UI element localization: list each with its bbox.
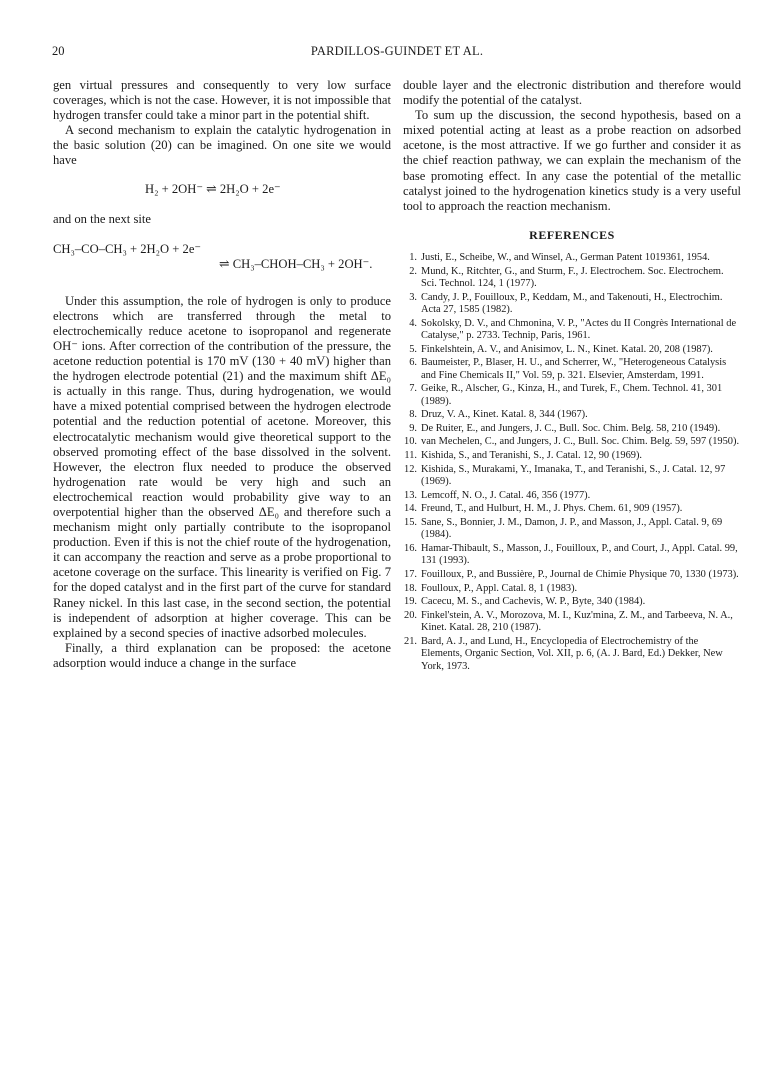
reference-text: Druz, V. A., Kinet. Katal. 8, 344 (1967). (421, 409, 588, 421)
reference-item (403, 266, 741, 291)
reference-number: 21. (404, 635, 417, 647)
running-head: PARDILLOS-GUINDET ET AL. (310, 44, 484, 58)
equation-hydrogen-oxidation: H₂ + 2OH⁻ ⇌ 2H₂O + 2e⁻ (145, 181, 281, 196)
left-column (53, 78, 391, 671)
reference-number: 5. (409, 343, 417, 355)
reference-number: 13. (404, 489, 417, 501)
reference-item (403, 596, 741, 608)
reference-number: 16. (404, 542, 417, 554)
reference-item (403, 464, 741, 489)
reference-text: Sane, S., Bonnier, J. M., Damon, J. P., and Masson, J., Appl. Catal. 9, 69 (1984). (421, 516, 723, 541)
reference-number: 20. (404, 609, 417, 621)
reference-text: Justi, E., Scheibe, W., and Winsel, A., German Patent 1019361, 1954. (421, 251, 710, 263)
reference-text: Freund, T., and Hulburt, H. M., J. Phys. Chem. 61, 909 (1957). (421, 503, 683, 515)
reference-number: 10. (404, 436, 417, 448)
reference-item (403, 409, 741, 421)
reference-item (403, 450, 741, 462)
reference-text: Fouilloux, P., and Bussière, P., Journal de Chimie Physique 70, 1330 (1973). (421, 568, 739, 580)
reference-item (403, 252, 741, 264)
paragraph: A second mechanism to explain the catalytic hydrogenation in the basic solution (20) can be imagined. On one site we would have (53, 123, 391, 168)
reference-text: Cacecu, M. S., and Cachevis, W. P., Byte, 340 (1984). (421, 596, 646, 608)
right-column (403, 78, 741, 674)
reference-number: 15. (404, 516, 417, 528)
references-heading: REFERENCES (529, 227, 615, 242)
paragraph: double layer and the electronic distribution and therefore would modify the potential of the catalyst. (403, 78, 741, 108)
reference-item (403, 569, 741, 581)
reference-text: Geike, R., Alscher, G., Kinza, H., and Turek, F., Chem. Technol. 41, 301 (1989). (421, 383, 723, 407)
reference-number: 19. (404, 596, 417, 608)
reference-number: 3. (409, 291, 417, 303)
reference-number: 11. (404, 450, 417, 462)
reference-text: Mund, K., Ritchter, G., and Sturm, F., J. Electrochem. Soc. Electrochem. Sci. Technol. 124, 1 (1977). (421, 265, 724, 289)
page-number: 20 (52, 44, 65, 58)
reference-item (403, 344, 741, 356)
reference-number: 7. (409, 383, 417, 395)
reference-text: Foulloux, P., Appl. Catal. 8, 1 (1983). (421, 582, 578, 594)
reference-number: 14. (404, 503, 417, 515)
paragraph: gen virtual pressures and consequently to very low surface coverages, which is not the case. However, it is not impossible that hydrogen transfer could take a minor part in the potential shift. (53, 78, 391, 123)
reference-item (403, 490, 741, 502)
reference-item (403, 318, 741, 343)
paragraph: Under this assumption, the role of hydrogen is only to produce electrons which are transferred through the metal to electrochemically reduce acetone to isopropanol and regenerate OH⁻ ions. After correction of the contribution of the pressure, the acetone reduction potential is 170 mV (130 + 40 mV) higher than the hydrogen electrode potential (21) and the maximum shift ΔE₀ is actually in this range. Thus, during hydrogenation, we would have a mixed potential comprised between the hydrogen electrode potential and the reduction potential of acetone. Moreover, this electrocatalytic mechanism would give theoretical support to the observed promoting effect of the base dissolved in the solvent. However, the electron flux needed to produce the observed hydrogenation rate would be very high and such an electrochemical reaction would probability give way to an overpotential higher than the observed ΔE₀ and therefore such a mechanism might only partially contribute to the isopropanol production. Even if this is not the chief route of the hydrogenation, it can accompany the reaction and serve as a probe proportional to acetone coverage on the surface. This linearity is verified on Fig. 7 for the doped catalyst and in the first part of the curve for standard Raney nickel. In this last case, in the second section, the potential is independent of adsorption at higher coverage. This can be explained by a second species of inactive adsorbed molecules. (53, 293, 391, 640)
reference-item (403, 436, 741, 448)
equation-acetone-reduction-line-1: CH₃–CO–CH₃ + 2H₂O + 2e⁻ (53, 241, 202, 256)
reference-number: 17. (404, 568, 417, 580)
reference-text: Bard, A. J., and Lund, H., Encyclopedia of Electrochemistry of the Elements, Organic Section, Vol. XII, p. 6, (A. J. Bard, Ed.) Dekker, New York, 1973. (421, 635, 723, 672)
reference-item (403, 292, 741, 317)
reference-text: Candy, J. P., Fouilloux, P., Keddam, M., and Takenouti, H., Electrochim. Acta 27, 1585 (1982). (421, 291, 723, 315)
reference-item (403, 636, 741, 673)
reference-number: 12. (404, 463, 417, 475)
reference-number: 9. (409, 422, 417, 434)
reference-number: 4. (409, 317, 417, 329)
page-header (52, 44, 742, 60)
reference-item (403, 610, 741, 635)
paragraph: and on the next site (53, 211, 151, 226)
equation-acetone-reduction-line-2: ⇌ CH₃–CHOH–CH₃ + 2OH⁻. (219, 256, 373, 271)
paragraph: Finally, a third explanation can be proposed: the acetone adsorption would induce a change in the surface (53, 640, 391, 670)
reference-item (403, 503, 741, 515)
reference-item (403, 423, 741, 435)
reference-item (403, 357, 741, 382)
reference-number: 1. (409, 251, 417, 263)
reference-text: De Ruiter, E., and Jungers, J. C., Bull. Soc. Chim. Belg. 58, 210 (1949). (421, 422, 721, 434)
reference-number: 8. (409, 409, 417, 421)
references-list (403, 252, 741, 673)
reference-number: 6. (409, 357, 417, 369)
reference-number: 18. (404, 582, 417, 594)
reference-text: van Mechelen, C., and Jungers, J. C., Bull. Soc. Chim. Belg. 59, 597 (1950). (421, 436, 740, 448)
reference-text: Kishida, S., Murakami, Y., Imanaka, T., and Teranishi, S., J. Catal. 12, 97 (1969). (421, 463, 726, 488)
reference-number: 2. (409, 265, 417, 277)
reference-text: Kishida, S., and Teranishi, S., J. Catal. 12, 90 (1969). (421, 450, 643, 462)
reference-text: Baumeister, P., Blaser, H. U., and Scherrer, W., "Heterogeneous Catalysis and Fine Chemicals II," Vol. 59, p. 321. Elsevier, Amsterdam, 1991. (421, 357, 727, 381)
paragraph: To sum up the discussion, the second hypothesis, based on a mixed potential acting at least as a probe reaction on adsorbed acetone, is the most attractive. If we go further and consider it as the chief reaction pathway, we can explain the mechanism of the base promoting effect. In any case the potential of the metallic catalyst joined to the hydrogenation kinetics study is a very useful tool to approach the reaction mechanism. (403, 108, 741, 213)
reference-text: Lemcoff, N. O., J. Catal. 46, 356 (1977). (421, 489, 591, 501)
reference-item (403, 583, 741, 595)
reference-text: Sokolsky, D. V., and Chmonina, V. P., "Actes du II Congrès International de Catalyse," p. 2733. Technip, Paris, 1961. (421, 317, 737, 341)
reference-item (403, 383, 741, 408)
reference-item (403, 517, 741, 542)
reference-text: Finkel'stein, A. V., Morozova, M. I., Kuz'mina, Z. M., and Tarbeeva, N. A., Kinet. Katal. 28, 210 (1987). (421, 609, 733, 634)
reference-text: Hamar-Thibault, S., Masson, J., Fouilloux, P., and Court, J., Appl. Catal. 99, 131 (1993). (421, 542, 738, 567)
reference-item (403, 543, 741, 568)
reference-text: Finkelshtein, A. V., and Anisimov, L. N., Kinet. Katal. 20, 208 (1987). (421, 343, 713, 355)
